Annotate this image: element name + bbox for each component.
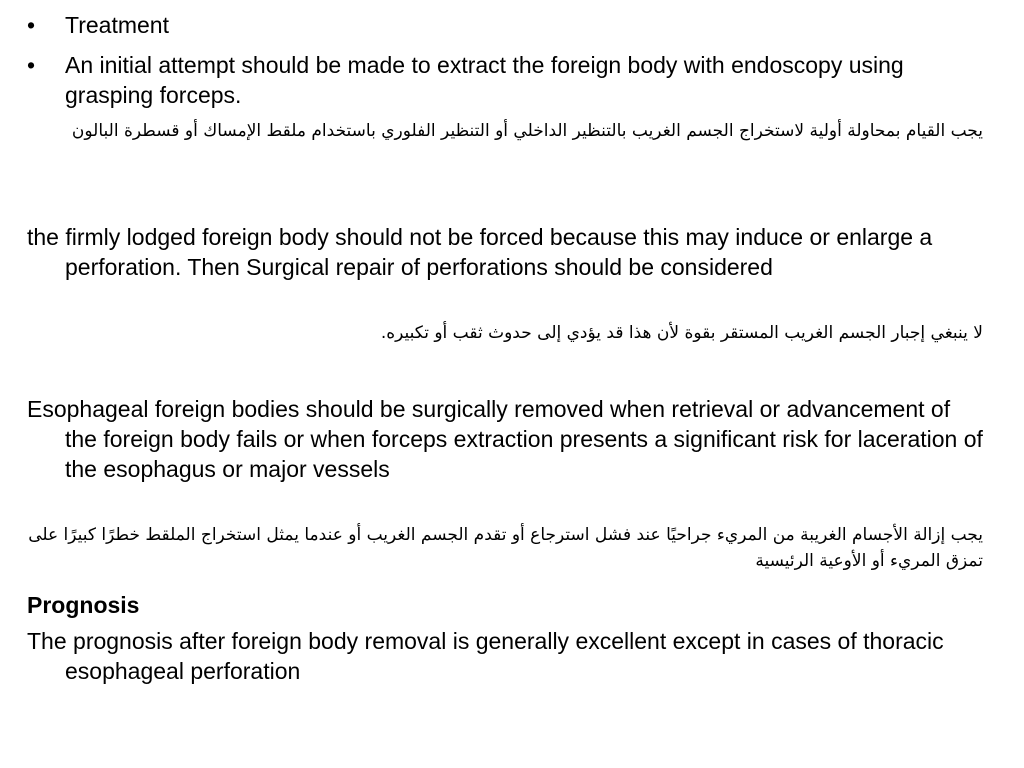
paragraph-firmly-lodged: the firmly lodged foreign body should not be forced because this may induce or enlarge a perforation. Then Surgical repair of perforations should be considered [27,224,933,280]
arabic-paragraph-2: لا ينبغي إجبار الجسم الغريب المستقر بقوة لأن هذا قد يؤدي إلى حدوث ثقب أو تكبيره. [380,323,983,343]
bullet-marker: • [27,52,36,78]
bullet-initial-attempt [27,50,987,110]
arabic-paragraph-1: يجب القيام بمحاولة أولية لاستخراج الجسم الغريب بالتنظير الداخلي أو التنظير الفلوري باستخدام ملقط الإمساك أو قسطرة البالون [71,121,983,141]
bullet-text: An initial attempt should be made to extract the foreign body with endoscopy using grasping forceps. [65,52,904,108]
bullet-marker: • [27,12,36,38]
paragraph-surgical-removal: Esophageal foreign bodies should be surgically removed when retrieval or advancement of the foreign body fails or when forceps extraction presents a significant risk for laceration of the esophagus or major vessels [27,396,983,482]
prognosis-text: The prognosis after foreign body removal is generally excellent except in cases of thoracic esophageal perforation [27,628,944,684]
bullet-treatment [27,10,987,40]
prognosis-heading: Prognosis [27,592,140,618]
arabic-paragraph-3: يجب إزالة الأجسام الغريبة من المريء جراحيًا عند فشل استرجاع أو تقدم الجسم الغريب أو عندما يمثل استخراج الملقط خطرًا كبيرًا على تمزق المريء أو الأوعية الرئيسية [28,525,983,571]
bullet-text: Treatment [65,12,169,38]
